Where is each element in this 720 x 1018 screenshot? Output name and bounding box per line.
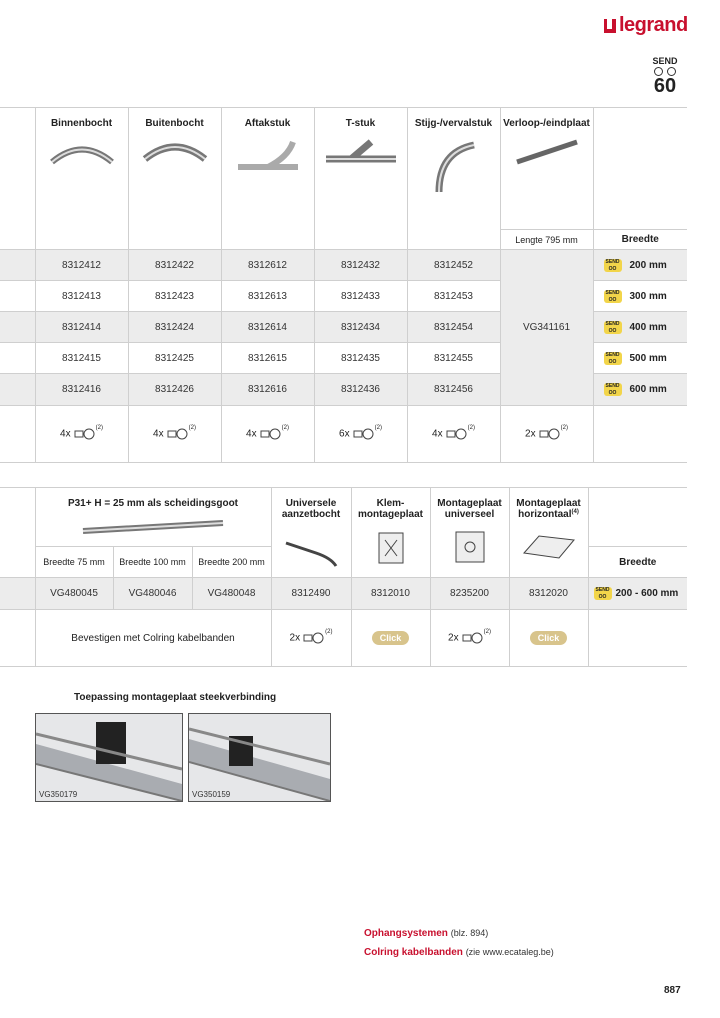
fixings-row: Bevestigen met Colring kabelbanden $2x^{(2)}$ Click $2x^{(2)}$ Click [0,610,687,667]
table-row: 8312415 8312425 8312615 8312435 8312455 SEND OO 500 mm [0,343,687,374]
product-table-2 [0,487,687,667]
send-icon: SEND OO [604,290,622,303]
bolt-icon [74,428,96,440]
send-icon: SEND OO [604,352,622,365]
sub-100: Breedte 100 mm [113,547,192,578]
page-number: 887 [664,985,681,996]
horizontal-plate-icon [519,528,579,563]
click-button[interactable]: Click [530,631,568,645]
riser-piece-icon [424,137,484,197]
logo-mark-icon [604,19,616,33]
send-number: 60 [653,75,677,97]
ref-ophangsystemen[interactable]: Ophangsystemen (blz. 894) [364,928,489,939]
table-row: VG480045 VG480046 VG480048 8312490 8312010 8235200 8312020 SEND OO 200 - 600 mm [0,578,687,610]
send-label: SEND [652,56,678,66]
brand-name: legrand [619,14,688,36]
start-bend-icon [281,528,341,568]
table-row: 8312414 8312424 8312614 8312434 8312454 SEND OO 400 mm [0,312,687,343]
branch-piece-icon [233,137,303,177]
product-table-1 [0,107,687,463]
width-header-1: Breedte [593,230,687,250]
ref-colring[interactable]: Colring kabelbanden (zie www.ecataleg.be) [364,947,554,958]
col-buitenbocht: Buitenbocht [128,108,221,250]
bolt-icon [353,428,375,440]
bolt-icon [260,428,282,440]
col-stijg-vervalstuk: Stijg-/vervalstuk [407,108,500,250]
bolt-icon [539,428,561,440]
p31-header: P31+ H = 25 mm als scheidingsgoot [35,488,271,547]
col-aftakstuk: Aftakstuk [221,108,314,250]
col-aanzetbocht: Universele aanzetbocht [271,488,351,578]
width-header-2: Breedte [588,547,687,578]
col-montageplaat-horizontaal: Montageplaat horizontaal$^{(4)}$ [509,488,588,578]
table-row: 8312412 8312422 8312612 8312432 8312452 VG341161 SEND OO 200 mm [0,250,687,281]
photo-vg350179: VG350179 [35,713,183,802]
photo-vg350159: VG350159 [188,713,331,802]
bolt-icon [303,632,325,644]
table-row: 8312413 8312423 8312613 8312433 8312453 SEND OO 300 mm [0,281,687,312]
fix-text: Bevestigen met Colring kabelbanden [35,610,271,667]
t-piece-icon [321,137,401,177]
bolt-icon [446,428,468,440]
send-icon: SEND OO [604,321,622,334]
inner-bend-icon [47,137,117,167]
sub-75: Breedte 75 mm [35,547,113,578]
bolt-icon [167,428,189,440]
send-badge-header [650,56,680,95]
application-title: Toepassing montageplaat steekverbinding [74,692,277,703]
col-verloop-eindplaat: Verloop-/eindplaat [500,108,593,230]
table-row: 8312416 8312426 8312616 8312436 8312456 SEND OO 600 mm [0,374,687,406]
legrand-logo [604,14,688,37]
col-t-stuk: T-stuk [314,108,407,250]
send-icon: SEND OO [594,587,612,600]
outer-bend-icon [140,137,210,167]
click-button[interactable]: Click [372,631,410,645]
clamp-plate-icon [371,528,411,568]
fixings-row: $4x^{(2)}$ $4x^{(2)}$ $4x^{(2)}$ $6x^{(2)}$ $4x^{(2)}$ $2x^{(2)}$ [0,406,687,463]
send-icon: SEND OO [604,383,622,396]
references [364,924,554,962]
send-icon: SEND OO [604,259,622,272]
sub-200: Breedte 200 mm [192,547,271,578]
col-montageplaat-universeel: Montageplaat universeel [430,488,509,578]
universal-plate-icon [450,528,490,568]
length-label: Lengte 795 mm [500,230,593,250]
separator-channel-icon [78,517,228,537]
col-klem-montageplaat: Klem-montageplaat [351,488,430,578]
cable-tray-photo-icon [189,714,330,801]
merged-code: VG341161 [500,250,593,406]
cable-tray-photo-icon [36,714,182,801]
bolt-icon [462,632,484,644]
col-binnenbocht: Binnenbocht [35,108,128,250]
end-plate-icon [512,137,582,167]
